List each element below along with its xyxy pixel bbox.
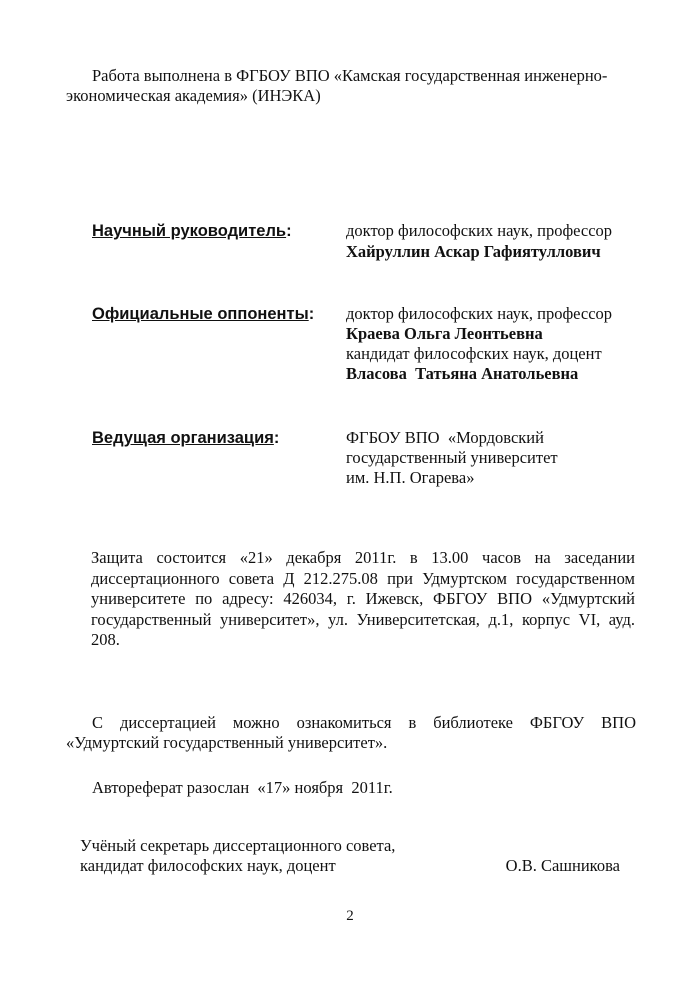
- leading-org-value: [346, 428, 558, 488]
- opponent-2-name: Власова Татьяна Анатольевна: [346, 364, 579, 383]
- supervisor-label-text: Научный руководитель: [92, 222, 287, 240]
- intro-paragraph: [66, 66, 636, 106]
- opponents-label-colon: :: [308, 305, 315, 323]
- supervisor-label: [92, 221, 292, 241]
- secretary-line-2-row: [80, 856, 640, 876]
- secretary-block: [80, 836, 640, 876]
- supervisor-value: [346, 221, 612, 262]
- opponent-1-name: Краева Ольга Леонтьевна: [346, 324, 543, 343]
- page-number: 2: [346, 908, 354, 924]
- leading-org-line-2: государственный университет: [346, 448, 558, 467]
- supervisor-degree: доктор философских наук, профессор: [346, 221, 613, 240]
- opponent-2-degree: кандидат философских наук, доцент: [346, 344, 602, 363]
- secretary-name: О.В. Сашникова: [505, 856, 620, 875]
- leading-org-label-colon: :: [273, 429, 280, 447]
- secretary-line-2: кандидат философских наук, доцент: [80, 856, 336, 875]
- intro-line-1: Работа выполнена в ФГБОУ ВПО «Камская государственная инженерно-: [92, 66, 608, 85]
- supervisor-label-colon: :: [286, 222, 292, 240]
- secretary-line-1: Учёный секретарь диссертационного совета,: [80, 836, 396, 855]
- sent-date: Автореферат разослан «17» ноября 2011г.: [92, 778, 393, 797]
- opponent-1-degree: доктор философских наук, профессор: [346, 304, 613, 323]
- opponents-label-text: Официальные оппоненты: [92, 305, 309, 323]
- library-paragraph: С диссертацией можно ознакомиться в библиотеке ФБГОУ ВПО «Удмуртский государственный университет».: [66, 713, 636, 752]
- supervisor-name: Хайруллин Аскар Гафиятуллович: [346, 242, 601, 261]
- defense-paragraph: Защита состоится «21» декабря 2011г. в 13.00 часов на заседании диссертационного совета Д 212.275.08 при Удмуртском государственном университете по адресу: 426034, г. Ижевск, ФБГОУ ВПО «Удмуртский государственный университет», ул. Университетская, д.1, корпус VI, ауд. 208.: [91, 548, 635, 649]
- opponents-value: [346, 304, 612, 384]
- leading-org-line-3: им. Н.П. Огарева»: [346, 468, 475, 487]
- leading-org-label: [92, 428, 279, 448]
- leading-org-label-text: Ведущая организация: [92, 429, 274, 447]
- intro-line-2: экономическая академия» (ИНЭКА): [66, 86, 321, 105]
- leading-org-line-1: ФГБОУ ВПО «Мордовский: [346, 428, 544, 447]
- opponents-label: [92, 304, 314, 324]
